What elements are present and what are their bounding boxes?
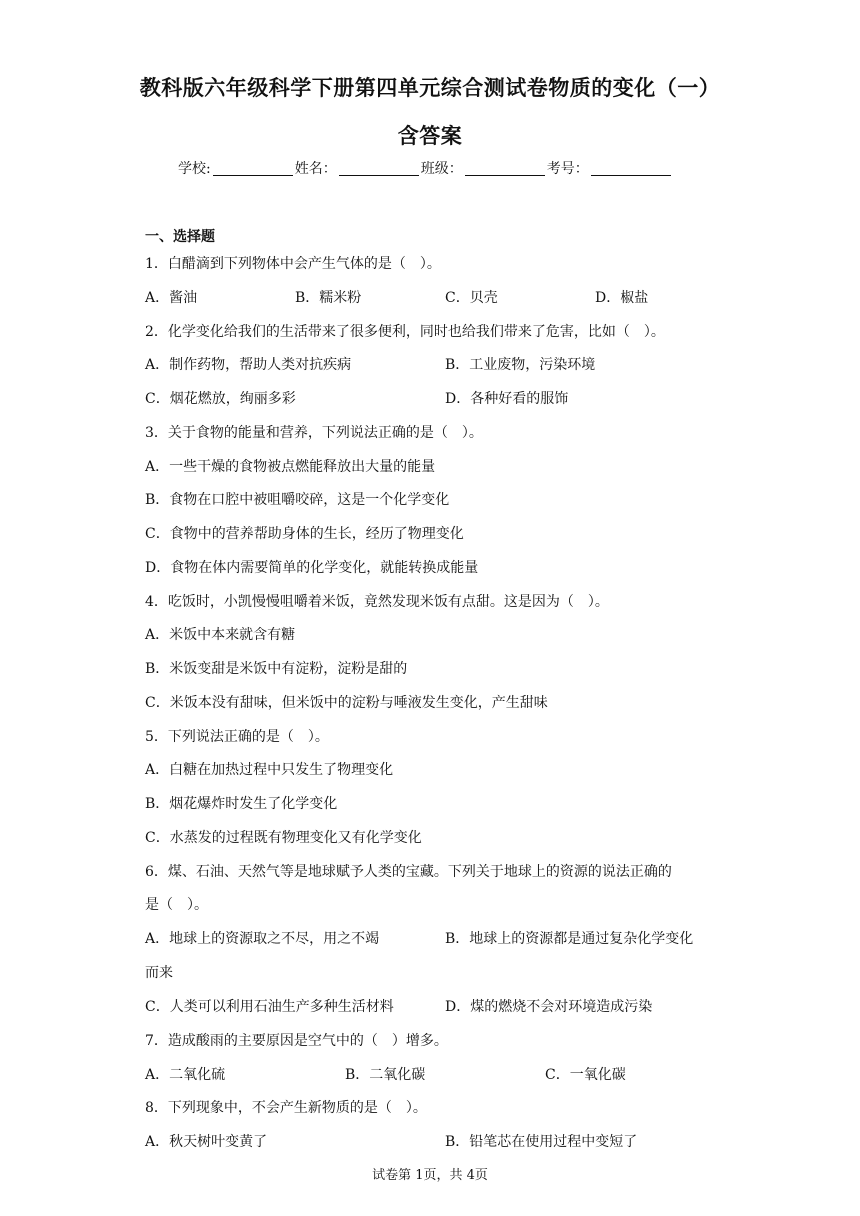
exam-number-label: 考号： bbox=[546, 161, 589, 177]
question-3-option-c: C．食物中的营养帮助身体的生长，经历了物理变化 bbox=[145, 526, 464, 542]
student-info-row bbox=[178, 158, 673, 178]
question-6-option-d: D．煤的燃烧不会对环境造成污染 bbox=[445, 999, 653, 1015]
name-blank bbox=[339, 160, 419, 176]
question-4-option-a: A．米饭中本来就含有糖 bbox=[145, 627, 296, 643]
question-6-stem: 6．煤、石油、天然气等是地球赋予人类的宝藏。下列关于地球上的资源的说法正确的 bbox=[145, 864, 672, 880]
question-1-option-a: A．酱油 bbox=[145, 290, 198, 306]
section-heading: 一、选择题 bbox=[145, 229, 215, 245]
question-5-stem: 5．下列说法正确的是（ ）。 bbox=[145, 729, 329, 745]
question-2-stem: 2．化学变化给我们的生活带来了很多便利，同时也给我们带来了危害，比如（ ）。 bbox=[145, 324, 665, 340]
question-3-option-a: A．一些干燥的食物被点燃能释放出大量的能量 bbox=[145, 459, 436, 475]
question-4-stem: 4．吃饭时，小凯慢慢咀嚼着米饭，竟然发现米饭有点甜。这是因为（ ）。 bbox=[145, 594, 609, 610]
question-5-option-c: C．水蒸发的过程既有物理变化又有化学变化 bbox=[145, 830, 422, 846]
question-3-stem: 3．关于食物的能量和营养，下列说法正确的是（ ）。 bbox=[145, 425, 483, 441]
page-footer: 试卷第 1页，共 4页 bbox=[372, 1168, 488, 1183]
question-3-option-b: B．食物在口腔中被咀嚼咬碎，这是一个化学变化 bbox=[145, 492, 450, 508]
class-blank bbox=[465, 160, 545, 176]
question-7-option-c: C．一氧化碳 bbox=[545, 1067, 626, 1083]
question-5-option-b: B．烟花爆炸时发生了化学变化 bbox=[145, 796, 338, 812]
page-title-continued: 含答案 bbox=[397, 124, 463, 148]
question-5-option-a: A．白糖在加热过程中只发生了物理变化 bbox=[145, 762, 394, 778]
question-1-option-b: B．糯米粉 bbox=[295, 290, 362, 306]
class-label: 班级： bbox=[420, 161, 463, 177]
question-6-option-b-continued: 而来 bbox=[145, 965, 173, 981]
question-7-stem: 7．造成酸雨的主要原因是空气中的（ ）增多。 bbox=[145, 1033, 448, 1049]
question-6-option-c: C．人类可以利用石油生产多种生活材料 bbox=[145, 999, 394, 1015]
question-7-option-a: A．二氧化硫 bbox=[145, 1067, 226, 1083]
exam-number-blank bbox=[591, 160, 671, 176]
question-1-option-c: C．贝壳 bbox=[445, 290, 498, 306]
question-2-option-a: A．制作药物，帮助人类对抗疾病 bbox=[145, 357, 352, 373]
question-8-stem: 8．下列现象中，不会产生新物质的是（ ）。 bbox=[145, 1100, 427, 1116]
school-label: 学校: bbox=[178, 161, 211, 177]
question-1-stem: 1．白醋滴到下列物体中会产生气体的是（ ）。 bbox=[145, 256, 441, 272]
page-title: 教科版六年级科学下册第四单元综合测试卷物质的变化（一） bbox=[139, 76, 721, 100]
question-4-option-c: C．米饭本没有甜味，但米饭中的淀粉与唾液发生变化，产生甜味 bbox=[145, 695, 548, 711]
question-8-option-a: A．秋天树叶变黄了 bbox=[145, 1134, 268, 1150]
question-4-option-b: B．米饭变甜是米饭中有淀粉，淀粉是甜的 bbox=[145, 661, 408, 677]
question-2-option-b: B．工业废物，污染环境 bbox=[445, 357, 596, 373]
question-2-option-d: D．各种好看的服饰 bbox=[445, 391, 569, 407]
question-6-option-b: B．地球上的资源都是通过复杂化学变化 bbox=[445, 931, 694, 947]
question-6-stem-continued: 是（ ）。 bbox=[145, 897, 208, 913]
question-6-option-a: A．地球上的资源取之不尽，用之不竭 bbox=[145, 931, 380, 947]
name-label: 姓名： bbox=[294, 161, 337, 177]
question-8-option-b: B．铅笔芯在使用过程中变短了 bbox=[445, 1134, 638, 1150]
question-7-option-b: B．二氧化碳 bbox=[345, 1067, 426, 1083]
school-blank bbox=[213, 160, 293, 176]
question-1-option-d: D．椒盐 bbox=[595, 290, 649, 306]
question-3-option-d: D．食物在体内需要简单的化学变化，就能转换成能量 bbox=[145, 560, 479, 576]
question-2-option-c: C．烟花燃放，绚丽多彩 bbox=[145, 391, 296, 407]
